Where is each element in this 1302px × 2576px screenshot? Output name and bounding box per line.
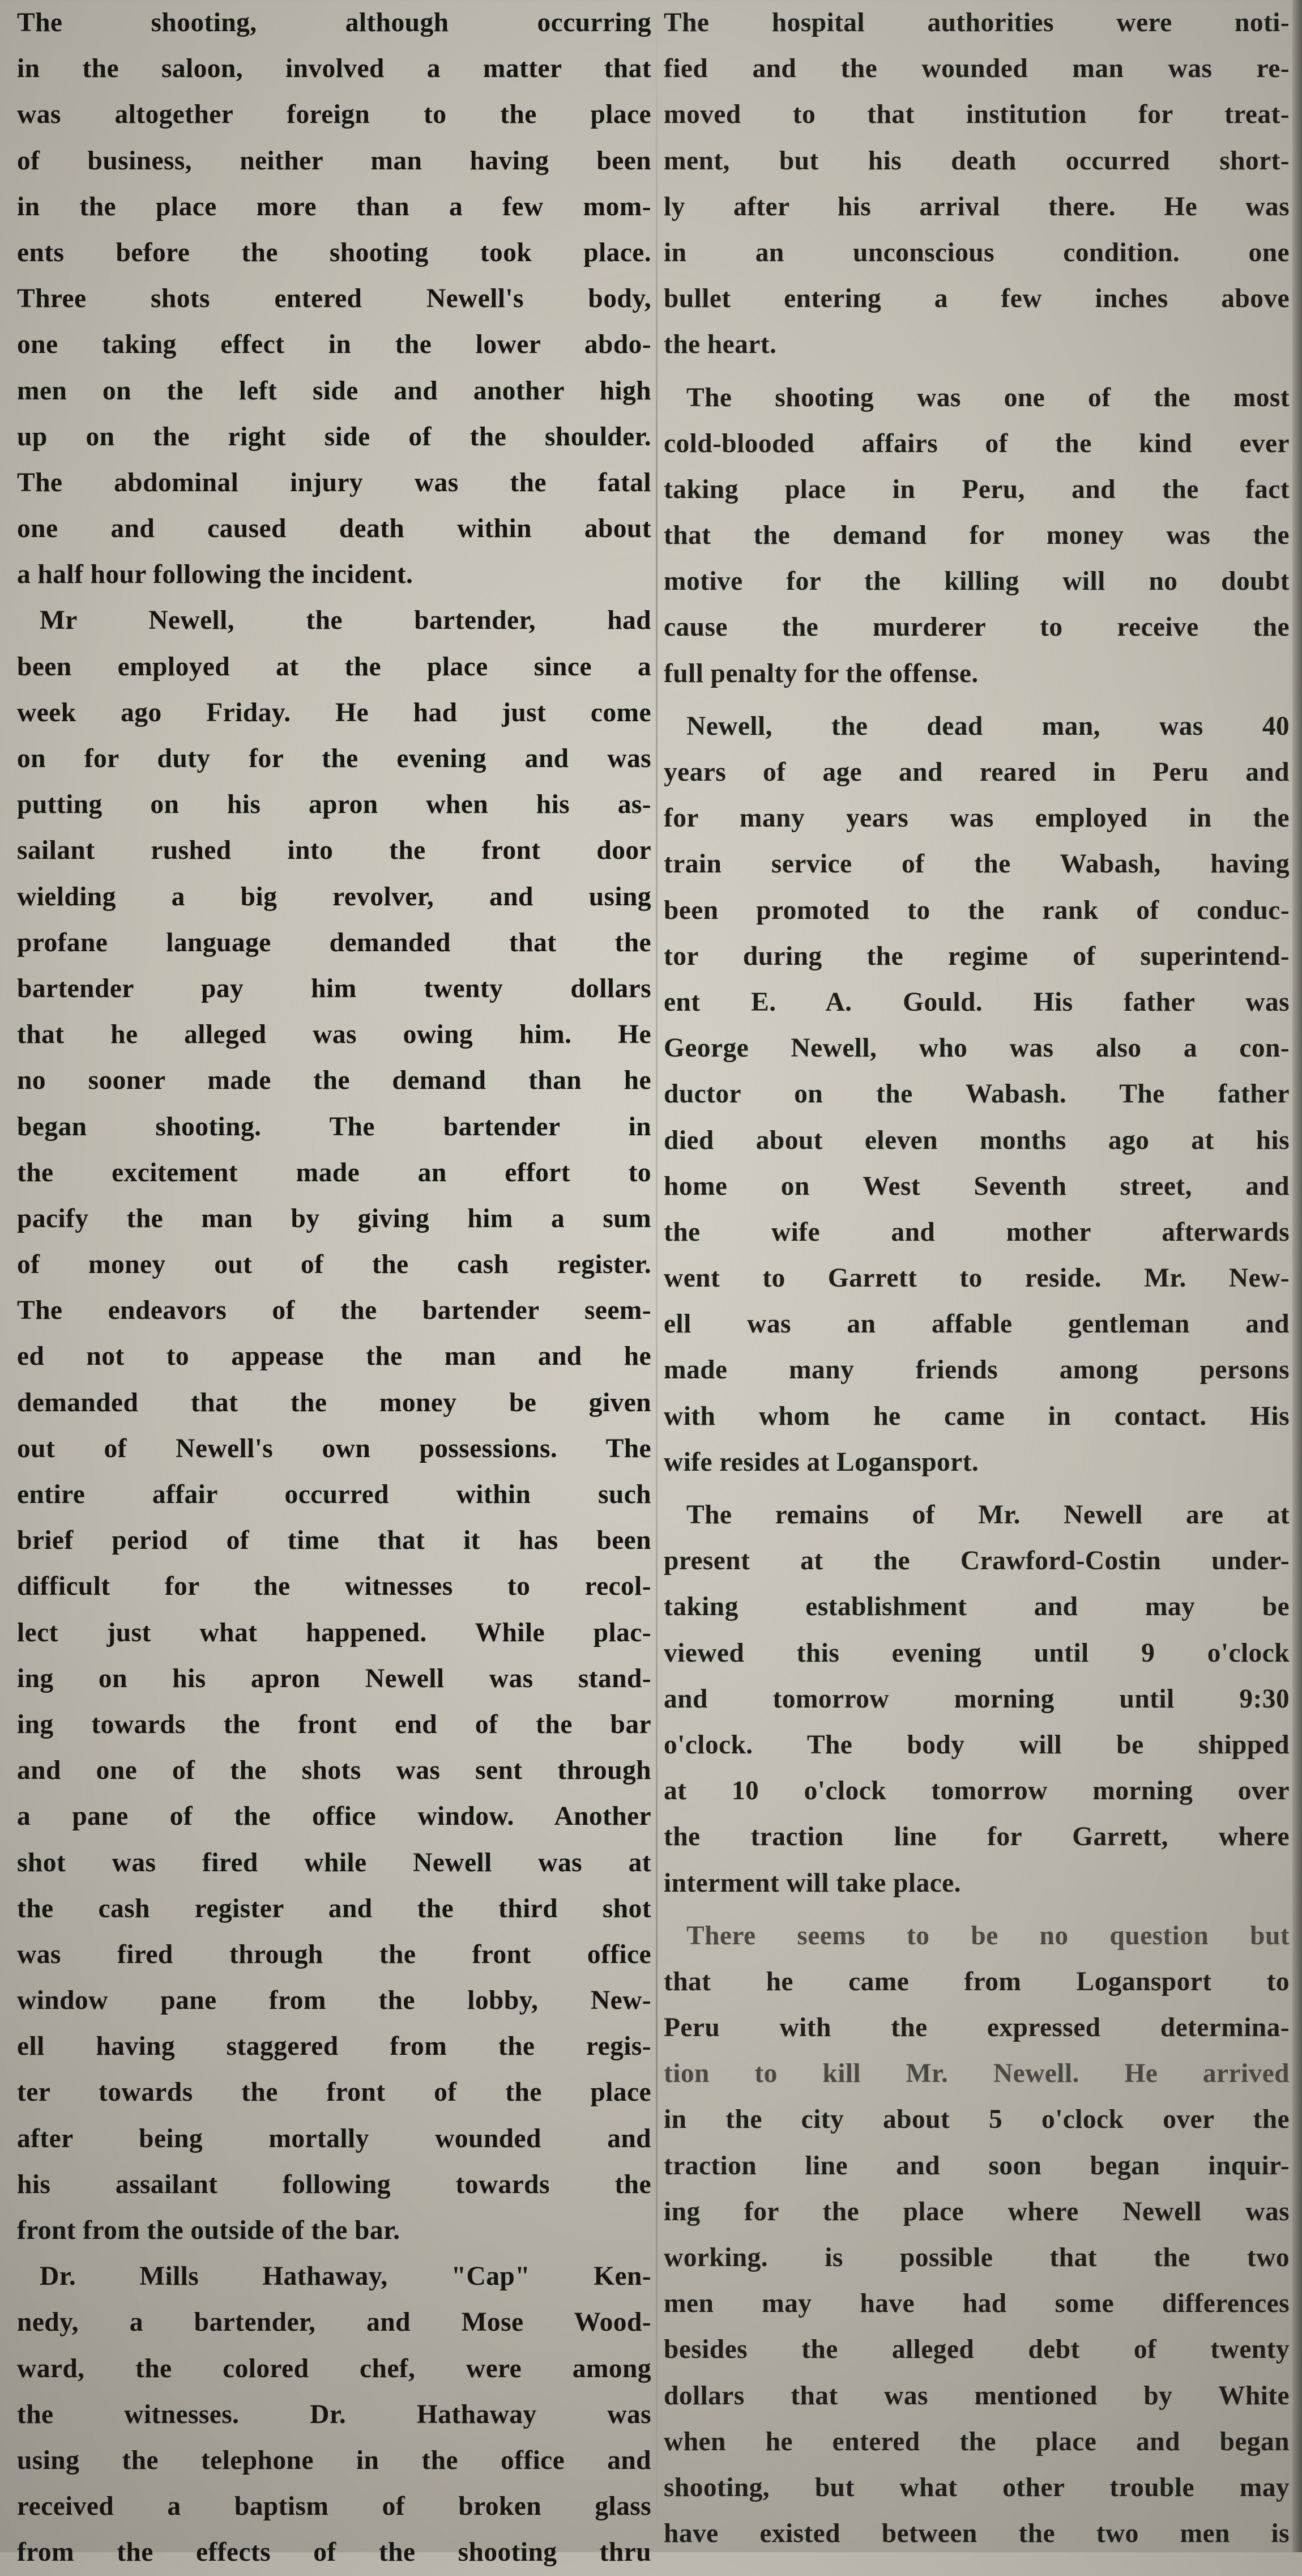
text-line: ward, the colored chef, were among xyxy=(17,2353,651,2383)
paragraph-gap xyxy=(664,697,1290,704)
text-line: began shooting. The bartender in xyxy=(17,1112,651,1142)
text-line: men may have had some differences xyxy=(664,2289,1290,2319)
text-line: The hospital authorities were noti- xyxy=(664,8,1290,37)
text-line: that the demand for money was the xyxy=(664,521,1290,551)
text-line: died about eleven months ago at his xyxy=(664,1125,1290,1155)
text-line: been employed at the place since a xyxy=(17,652,651,682)
text-line: with whom he came in contact. His xyxy=(664,1401,1290,1431)
text-line: Three shots entered Newell's body, xyxy=(17,284,651,314)
text-line: of money out of the cash register. xyxy=(17,1250,651,1280)
text-line: front from the outside of the bar. xyxy=(17,2216,400,2245)
text-line: working. is possible that the two xyxy=(664,2243,1290,2272)
text-line: the excitement made an effort to xyxy=(17,1157,651,1187)
paragraph-gap xyxy=(664,368,1290,375)
text-line: The shooting was one of the most xyxy=(686,382,1290,412)
text-line: the heart. xyxy=(664,330,777,360)
text-line: for many years was employed in the xyxy=(664,803,1290,833)
text-line: brief period of time that it has been xyxy=(17,1526,651,1556)
text-line: nedy, a bartender, and Mose Wood- xyxy=(17,2307,651,2337)
text-line: train service of the Wabash, having xyxy=(664,849,1290,879)
text-line: cold-blooded affairs of the kind ever xyxy=(664,428,1290,458)
text-line: pacify the man by giving him a sum xyxy=(17,1203,651,1233)
text-line: one taking effect in the lower abdo- xyxy=(17,330,651,360)
text-line: received a baptism of broken glass xyxy=(17,2492,651,2522)
text-line: dollars that was mentioned by White xyxy=(664,2381,1290,2411)
text-line: interment will take place. xyxy=(664,1868,961,1898)
text-line: using the telephone in the office and xyxy=(17,2445,651,2475)
text-line: o'clock. The body will be shipped xyxy=(664,1730,1290,1760)
text-line: a half hour following the incident. xyxy=(17,560,413,590)
text-line: in the city about 5 o'clock over the xyxy=(664,2105,1290,2135)
text-line: a pane of the office window. Another xyxy=(17,1802,651,1832)
text-line: was fired through the front office xyxy=(17,1939,651,1969)
text-line: viewed this evening until 9 o'clock xyxy=(664,1638,1290,1668)
paragraph-gap xyxy=(664,1906,1290,1913)
text-line: week ago Friday. He had just come xyxy=(17,697,651,727)
text-line: shooting, but what other trouble may xyxy=(664,2472,1290,2502)
text-line: the wife and mother afterwards xyxy=(664,1217,1290,1247)
text-line: taking establishment and may be xyxy=(664,1592,1290,1622)
text-line: the traction line for Garrett, where xyxy=(664,1822,1290,1852)
text-line: shot was fired while Newell was at xyxy=(17,1847,651,1877)
text-line: fied and the wounded man was re- xyxy=(664,54,1290,84)
text-line: home on West Seventh street, and xyxy=(664,1171,1290,1201)
text-line: that he alleged was owing him. He xyxy=(17,1020,651,1050)
text-line: difficult for the witnesses to recol- xyxy=(17,1572,651,1602)
text-line: wife resides at Logansport. xyxy=(664,1447,979,1477)
text-line: lect just what happened. While plac- xyxy=(17,1617,651,1647)
text-line: one and caused death within about xyxy=(17,514,651,544)
text-line: cause the murderer to receive the xyxy=(664,612,1290,642)
text-line: The endeavors of the bartender seem- xyxy=(17,1296,651,1326)
text-line: tor during the regime of superintend- xyxy=(664,941,1290,971)
text-line: been promoted to the rank of conduc- xyxy=(664,895,1290,925)
text-line: traction line and soon began inquir- xyxy=(664,2151,1290,2181)
text-line: besides the alleged debt of twenty xyxy=(664,2335,1290,2365)
text-line: bartender pay him twenty dollars xyxy=(17,973,651,1003)
text-line: men on the left side and another high xyxy=(17,376,651,406)
text-line: ing towards the front end of the bar xyxy=(17,1709,651,1739)
text-line: from the effects of the shooting thru xyxy=(17,2537,651,2568)
text-line: full penalty for the offense. xyxy=(664,658,979,688)
text-line: ing on his apron Newell was stand- xyxy=(17,1663,651,1693)
text-line: There seems to be no question but xyxy=(686,1921,1290,1951)
text-line: have existed between the two men is xyxy=(664,2519,1290,2549)
text-line: motive for the killing will no doubt xyxy=(664,567,1290,597)
text-line: entire affair occurred within such xyxy=(17,1480,651,1509)
text-line: ter towards the front of the place xyxy=(17,2077,651,2107)
text-line: Newell, the dead man, was 40 xyxy=(686,711,1290,741)
text-line: of business, neither man having been xyxy=(17,146,651,176)
text-line: in the place more than a few mom- xyxy=(17,191,651,222)
text-line: Mr Newell, the bartender, had xyxy=(40,606,651,636)
text-line: present at the Crawford-Costin under- xyxy=(664,1546,1290,1576)
text-line: Peru with the expressed determina- xyxy=(664,2013,1290,2043)
text-line: the witnesses. Dr. Hathaway was xyxy=(17,2399,651,2429)
text-line: putting on his apron when his as- xyxy=(17,790,651,820)
column-divider xyxy=(656,0,658,2552)
text-line: sailant rushed into the front door xyxy=(17,836,651,866)
text-line: ent E. A. Gould. His father was xyxy=(664,987,1290,1017)
text-line: when he entered the place and began xyxy=(664,2426,1290,2456)
text-line: window pane from the lobby, New- xyxy=(17,1986,651,2016)
text-line: was altogether foreign to the place xyxy=(17,100,651,130)
text-line: after being mortally wounded and xyxy=(17,2123,651,2153)
text-line: moved to that institution for treat- xyxy=(664,100,1290,130)
text-line: The remains of Mr. Newell are at xyxy=(686,1500,1290,1530)
text-line: on for duty for the evening and was xyxy=(17,744,651,773)
text-line: ing for the place where Newell was xyxy=(664,2196,1290,2226)
text-line: demanded that the money be given xyxy=(17,1387,651,1417)
text-line: bullet entering a few inches above xyxy=(664,284,1290,314)
text-line: at 10 o'clock tomorrow morning over xyxy=(664,1776,1290,1806)
text-line: in the saloon, involved a matter that xyxy=(17,54,651,84)
text-line: up on the right side of the shoulder. xyxy=(17,421,651,452)
page-edge-shadow xyxy=(1292,0,1302,2552)
article-left-column xyxy=(17,0,651,2576)
text-line: ents before the shooting took place. xyxy=(17,237,651,267)
text-line: The shooting, although occurring xyxy=(17,8,651,37)
text-line: George Newell, who was also a con- xyxy=(664,1033,1290,1063)
text-line: ell having staggered from the regis- xyxy=(17,2032,651,2062)
text-line: and one of the shots was sent through xyxy=(17,1756,651,1786)
text-line: his assailant following towards the xyxy=(17,2169,651,2199)
text-line: ment, but his death occurred short- xyxy=(664,146,1290,176)
text-line: ell was an affable gentleman and xyxy=(664,1309,1290,1339)
text-line: tion to kill Mr. Newell. He arrived xyxy=(664,2059,1290,2089)
text-line: ductor on the Wabash. The father xyxy=(664,1079,1290,1109)
text-line: Dr. Mills Hathaway, "Cap" Ken- xyxy=(40,2262,651,2292)
text-line: no sooner made the demand than he xyxy=(17,1066,651,1096)
text-line: taking place in Peru, and the fact xyxy=(664,474,1290,504)
article-right-column xyxy=(664,0,1290,2557)
text-line: profane language demanded that the xyxy=(17,927,651,957)
text-line: wielding a big revolver, and using xyxy=(17,882,651,912)
text-line: the cash register and the third shot xyxy=(17,1893,651,1923)
text-line: and tomorrow morning until 9:30 xyxy=(664,1684,1290,1714)
text-line: years of age and reared in Peru and xyxy=(664,757,1290,787)
text-line: went to Garrett to reside. Mr. New- xyxy=(664,1263,1290,1293)
paragraph-gap xyxy=(664,1485,1290,1492)
text-line: ed not to appease the man and he xyxy=(17,1342,651,1372)
text-line: ly after his arrival there. He was xyxy=(664,191,1290,222)
text-line: in an unconscious condition. one xyxy=(664,237,1290,267)
text-line: that he came from Logansport to xyxy=(664,1966,1290,1996)
text-line: made many friends among persons xyxy=(664,1355,1290,1385)
text-line: out of Newell's own possessions. The xyxy=(17,1433,651,1463)
text-line: The abdominal injury was the fatal xyxy=(17,467,651,497)
